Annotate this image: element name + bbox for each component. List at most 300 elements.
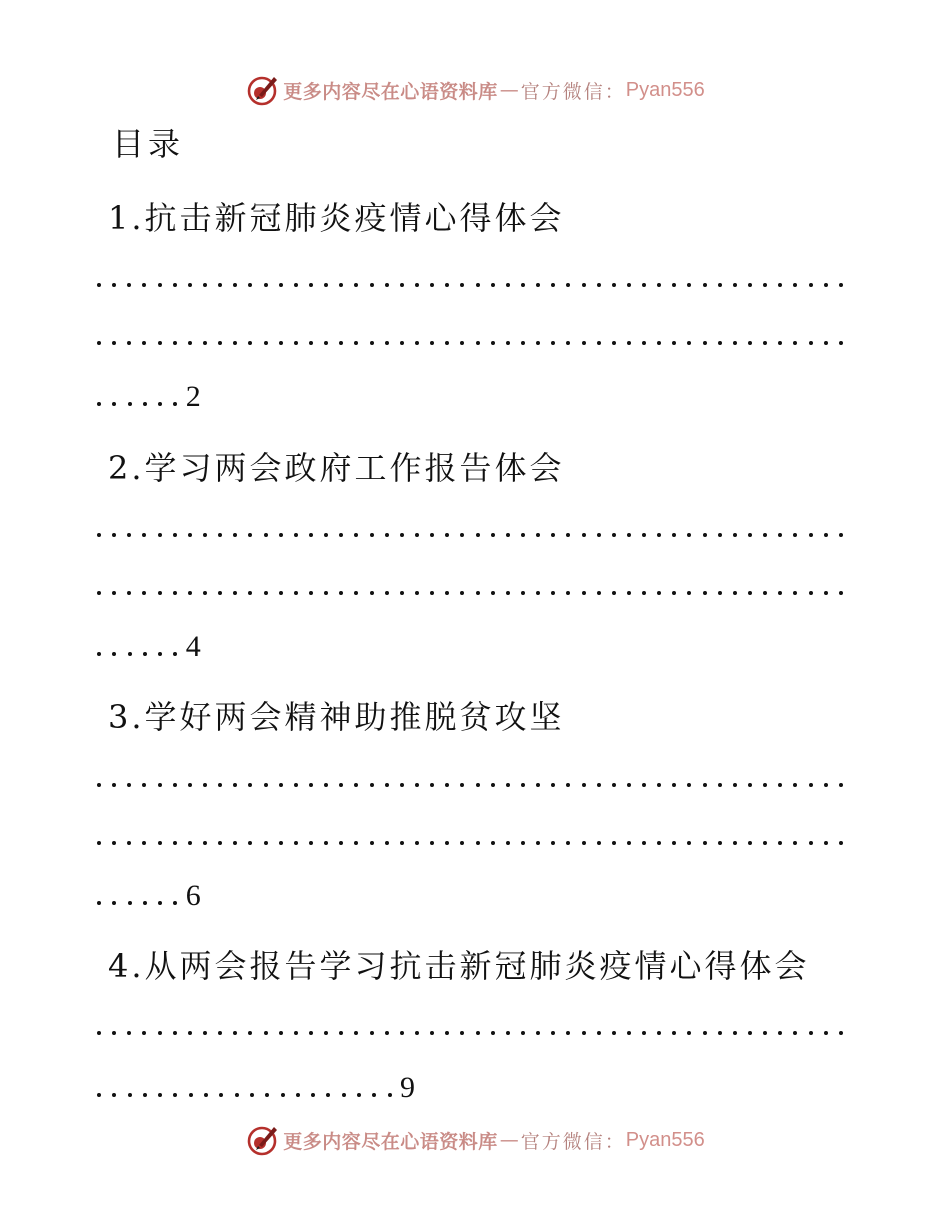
leader-dot <box>536 341 540 345</box>
leader-dot <box>839 1031 843 1035</box>
leader-dot <box>551 1031 555 1035</box>
leader-dot <box>354 341 358 345</box>
leader-dot <box>763 1031 767 1035</box>
leader-dot <box>218 283 222 287</box>
leader-dot <box>809 783 813 787</box>
leader-dot <box>158 402 162 406</box>
banner-dash: — <box>499 1129 519 1151</box>
leader-dot <box>354 841 358 845</box>
toc-entry-4-leader-1 <box>97 1028 843 1038</box>
leader-dot <box>536 533 540 537</box>
leader-dot <box>566 533 570 537</box>
leader-dot <box>445 283 449 287</box>
leader-dot <box>309 1031 313 1035</box>
leader-dot <box>233 533 237 537</box>
leader-dot <box>627 533 631 537</box>
toc-entry-3-title[interactable]: 3.学好两会精神助推脱贫攻坚 <box>108 698 565 736</box>
leader-dot <box>642 1031 646 1035</box>
leader-dot <box>173 283 177 287</box>
leader-dot <box>279 591 283 595</box>
leader-dot <box>627 841 631 845</box>
leader-dot <box>627 1031 631 1035</box>
leader-dot <box>551 283 555 287</box>
leader-dot <box>400 783 404 787</box>
leader-dot <box>824 341 828 345</box>
leader-dot <box>733 533 737 537</box>
leader-dot <box>460 783 464 787</box>
leader-dot <box>793 783 797 787</box>
leader-dot <box>339 1031 343 1035</box>
leader-dot <box>506 341 510 345</box>
leader-dot <box>824 1031 828 1035</box>
leader-dot <box>445 841 449 845</box>
leader-dot <box>748 841 752 845</box>
leader-dot <box>294 341 298 345</box>
leader-dot <box>354 533 358 537</box>
toc-entry-2-leader-3 <box>97 652 189 662</box>
banner-wechat-id: Pyan556 <box>625 78 705 101</box>
leader-dot <box>536 283 540 287</box>
leader-dot <box>235 1093 239 1097</box>
toc-entry-1-page[interactable]: 2 <box>185 380 201 413</box>
leader-dot <box>687 783 691 787</box>
leader-dot <box>158 652 162 656</box>
leader-dot <box>506 533 510 537</box>
leader-dot <box>824 841 828 845</box>
leader-dot <box>127 533 131 537</box>
leader-dot <box>718 1031 722 1035</box>
leader-dot <box>793 341 797 345</box>
leader-dot <box>204 1093 208 1097</box>
leader-dot <box>127 841 131 845</box>
leader-dot <box>824 783 828 787</box>
leader-dot <box>128 901 132 905</box>
leader-dot <box>203 341 207 345</box>
leader-dot <box>265 1093 269 1097</box>
leader-dot <box>642 341 646 345</box>
leader-dot <box>354 591 358 595</box>
toc-entry-1-leader-2 <box>97 338 843 348</box>
leader-dot <box>128 402 132 406</box>
leader-dot <box>430 591 434 595</box>
leader-dot <box>188 783 192 787</box>
leader-dot <box>354 283 358 287</box>
leader-dot <box>582 283 586 287</box>
leader-dot <box>597 283 601 287</box>
leader-dot <box>672 341 676 345</box>
leader-dot <box>370 783 374 787</box>
leader-dot <box>536 783 540 787</box>
toc-entry-2-page[interactable]: 4 <box>185 630 201 663</box>
leader-dot <box>400 841 404 845</box>
leader-dot <box>127 283 131 287</box>
leader-dot <box>793 283 797 287</box>
leader-dot <box>188 1031 192 1035</box>
leader-dot <box>112 841 116 845</box>
leader-dot <box>142 533 146 537</box>
leader-dot <box>324 341 328 345</box>
leader-dot <box>250 1093 254 1097</box>
leader-dot <box>112 1093 116 1097</box>
leader-dot <box>143 402 147 406</box>
leader-dot <box>385 1031 389 1035</box>
leader-dot <box>839 341 843 345</box>
toc-entry-3-leader-2 <box>97 838 843 848</box>
leader-dot <box>203 1031 207 1035</box>
leader-dot <box>188 841 192 845</box>
leader-dot <box>793 1031 797 1035</box>
leader-dot <box>112 402 116 406</box>
leader-dot <box>324 783 328 787</box>
leader-dot <box>143 901 147 905</box>
leader-dot <box>370 1031 374 1035</box>
leader-dot <box>536 591 540 595</box>
leader-dot <box>142 841 146 845</box>
leader-dot <box>248 783 252 787</box>
leader-dot <box>521 341 525 345</box>
leader-dot <box>809 533 813 537</box>
leader-dot <box>491 841 495 845</box>
banner-text: 更多内容尽在心语资料库 <box>283 1130 498 1153</box>
leader-dot <box>582 591 586 595</box>
leader-dot <box>612 1031 616 1035</box>
leader-dot <box>445 533 449 537</box>
leader-dot <box>566 841 570 845</box>
leader-dot <box>642 283 646 287</box>
leader-dot <box>430 841 434 845</box>
leader-dot <box>173 1093 177 1097</box>
leader-dot <box>748 283 752 287</box>
leader-dot <box>430 283 434 287</box>
leader-dot <box>309 283 313 287</box>
leader-dot <box>158 533 162 537</box>
leader-dot <box>445 1031 449 1035</box>
toc-entry-2-leader-1 <box>97 530 843 540</box>
leader-dot <box>763 591 767 595</box>
leader-dot <box>97 1031 101 1035</box>
leader-dot <box>672 1031 676 1035</box>
leader-dot <box>460 533 464 537</box>
leader-dot <box>415 533 419 537</box>
leader-dot <box>173 533 177 537</box>
leader-dot <box>248 1031 252 1035</box>
leader-dot <box>112 1031 116 1035</box>
leader-dot <box>824 533 828 537</box>
leader-dot <box>521 783 525 787</box>
leader-dot <box>342 1093 346 1097</box>
leader-dot <box>582 341 586 345</box>
leader-dot <box>279 533 283 537</box>
leader-dot <box>143 1093 147 1097</box>
leader-dot <box>809 341 813 345</box>
leader-dot <box>612 783 616 787</box>
leader-dot <box>415 341 419 345</box>
leader-dot <box>506 783 510 787</box>
leader-dot <box>385 283 389 287</box>
leader-dot <box>839 841 843 845</box>
leader-dot <box>763 283 767 287</box>
leader-dot <box>839 283 843 287</box>
leader-dot <box>248 533 252 537</box>
leader-dot <box>521 533 525 537</box>
leader-dot <box>97 1093 101 1097</box>
leader-dot <box>248 591 252 595</box>
leader-dot <box>324 591 328 595</box>
leader-dot <box>642 783 646 787</box>
leader-dot <box>672 533 676 537</box>
leader-dot <box>142 591 146 595</box>
leader-dot <box>566 341 570 345</box>
leader-dot <box>97 341 101 345</box>
leader-dot <box>430 1031 434 1035</box>
leader-dot <box>642 841 646 845</box>
leader-dot <box>476 533 480 537</box>
header-banner <box>0 68 950 112</box>
leader-dot <box>703 591 707 595</box>
leader-dot <box>309 533 313 537</box>
leader-dot <box>218 1031 222 1035</box>
leader-dot <box>279 841 283 845</box>
leader-dot <box>385 841 389 845</box>
leader-dot <box>294 1031 298 1035</box>
leader-dot <box>264 783 268 787</box>
pen-logo-icon <box>245 1123 279 1157</box>
leader-dot <box>778 533 782 537</box>
leader-dot <box>400 1031 404 1035</box>
leader-dot <box>687 591 691 595</box>
leader-dot <box>203 841 207 845</box>
leader-dot <box>551 341 555 345</box>
leader-dot <box>612 341 616 345</box>
leader-dot <box>703 841 707 845</box>
leader-dot <box>112 283 116 287</box>
pen-logo-icon <box>245 73 279 107</box>
leader-dot <box>460 283 464 287</box>
leader-dot <box>370 591 374 595</box>
banner-text: 更多内容尽在心语资料库 <box>283 80 498 103</box>
leader-dot <box>188 591 192 595</box>
leader-dot <box>279 341 283 345</box>
banner-dash: — <box>499 79 519 101</box>
leader-dot <box>597 783 601 787</box>
leader-dot <box>143 652 147 656</box>
leader-dot <box>97 283 101 287</box>
leader-dot <box>97 652 101 656</box>
leader-dot <box>703 783 707 787</box>
leader-dot <box>521 841 525 845</box>
leader-dot <box>824 283 828 287</box>
leader-dot <box>627 591 631 595</box>
leader-dot <box>672 591 676 595</box>
leader-dot <box>506 283 510 287</box>
leader-dot <box>687 841 691 845</box>
leader-dot <box>445 341 449 345</box>
banner-official-label: 官方微信： <box>520 1130 626 1153</box>
leader-dot <box>370 283 374 287</box>
leader-dot <box>173 1031 177 1035</box>
leader-dot <box>370 533 374 537</box>
leader-dot <box>748 341 752 345</box>
leader-dot <box>809 1031 813 1035</box>
leader-dot <box>357 1093 361 1097</box>
leader-dot <box>506 591 510 595</box>
leader-dot <box>460 841 464 845</box>
leader-dot <box>657 533 661 537</box>
leader-dot <box>142 783 146 787</box>
leader-dot <box>324 533 328 537</box>
leader-dot <box>809 591 813 595</box>
leader-dot <box>400 533 404 537</box>
leader-dot <box>264 533 268 537</box>
leader-dot <box>324 283 328 287</box>
leader-dot <box>128 1093 132 1097</box>
leader-dot <box>460 1031 464 1035</box>
leader-dot <box>142 283 146 287</box>
leader-dot <box>460 341 464 345</box>
leader-dot <box>233 841 237 845</box>
leader-dot <box>385 533 389 537</box>
leader-dot <box>612 841 616 845</box>
leader-dot <box>733 1031 737 1035</box>
leader-dot <box>218 783 222 787</box>
leader-dot <box>127 341 131 345</box>
leader-dot <box>296 1093 300 1097</box>
leader-dot <box>385 783 389 787</box>
leader-dot <box>112 591 116 595</box>
leader-dot <box>476 783 480 787</box>
leader-dot <box>763 341 767 345</box>
leader-dot <box>597 341 601 345</box>
leader-dot <box>294 591 298 595</box>
leader-dot <box>718 591 722 595</box>
leader-dot <box>748 1031 752 1035</box>
leader-dot <box>597 1031 601 1035</box>
leader-dot <box>733 283 737 287</box>
leader-dot <box>491 533 495 537</box>
toc-entry-3-page[interactable]: 6 <box>185 879 201 912</box>
leader-dot <box>188 533 192 537</box>
leader-dot <box>672 283 676 287</box>
leader-dot <box>491 341 495 345</box>
leader-dot <box>324 841 328 845</box>
leader-dot <box>248 841 252 845</box>
leader-dot <box>218 591 222 595</box>
leader-dot <box>551 533 555 537</box>
leader-dot <box>824 591 828 595</box>
leader-dot <box>294 533 298 537</box>
toc-entry-3-page-line <box>97 871 201 911</box>
leader-dot <box>627 283 631 287</box>
leader-dot <box>309 841 313 845</box>
leader-dot <box>415 841 419 845</box>
leader-dot <box>476 591 480 595</box>
leader-dot <box>703 341 707 345</box>
leader-dot <box>233 1031 237 1035</box>
leader-dot <box>687 1031 691 1035</box>
toc-entry-3-leader-3 <box>97 901 189 911</box>
leader-dot <box>400 283 404 287</box>
leader-dot <box>188 283 192 287</box>
leader-dot <box>551 841 555 845</box>
leader-dot <box>97 533 101 537</box>
leader-dot <box>112 783 116 787</box>
leader-dot <box>476 283 480 287</box>
toc-entry-2-title[interactable]: 2.学习两会政府工作报告体会 <box>108 449 565 487</box>
leader-dot <box>551 783 555 787</box>
leader-dot <box>718 341 722 345</box>
leader-dot <box>158 783 162 787</box>
leader-dot <box>158 1093 162 1097</box>
leader-dot <box>703 533 707 537</box>
leader-dot <box>748 783 752 787</box>
leader-dot <box>127 783 131 787</box>
toc-entry-4-leader-2 <box>97 1093 403 1103</box>
leader-dot <box>309 591 313 595</box>
leader-dot <box>128 652 132 656</box>
toc-entry-4-page[interactable]: 9 <box>399 1071 415 1104</box>
toc-entry-1-page-line <box>97 372 201 412</box>
leader-dot <box>233 783 237 787</box>
toc-entry-3-leader-1 <box>97 780 843 790</box>
leader-dot <box>718 533 722 537</box>
leader-dot <box>657 841 661 845</box>
leader-dot <box>703 283 707 287</box>
leader-dot <box>687 533 691 537</box>
leader-dot <box>203 591 207 595</box>
leader-dot <box>778 341 782 345</box>
toc-entry-1-title[interactable]: 1.抗击新冠肺炎疫情心得体会 <box>108 199 565 237</box>
footer-banner <box>0 1118 950 1162</box>
leader-dot <box>718 283 722 287</box>
leader-dot <box>294 783 298 787</box>
leader-dot <box>793 841 797 845</box>
leader-dot <box>173 341 177 345</box>
leader-dot <box>491 591 495 595</box>
leader-dot <box>566 283 570 287</box>
leader-dot <box>279 1031 283 1035</box>
toc-entry-4-title[interactable]: 4.从两会报告学习抗击新冠肺炎疫情心得体会 <box>108 947 810 985</box>
leader-dot <box>264 591 268 595</box>
leader-dot <box>372 1093 376 1097</box>
leader-dot <box>415 1031 419 1035</box>
leader-dot <box>551 591 555 595</box>
leader-dot <box>158 1031 162 1035</box>
leader-dot <box>657 783 661 787</box>
leader-dot <box>430 533 434 537</box>
leader-dot <box>566 783 570 787</box>
leader-dot <box>173 402 177 406</box>
leader-dot <box>491 1031 495 1035</box>
leader-dot <box>793 533 797 537</box>
leader-dot <box>264 341 268 345</box>
leader-dot <box>203 533 207 537</box>
leader-dot <box>97 591 101 595</box>
leader-dot <box>281 1093 285 1097</box>
leader-dot <box>672 841 676 845</box>
leader-dot <box>97 402 101 406</box>
leader-dot <box>97 901 101 905</box>
leader-dot <box>127 591 131 595</box>
leader-dot <box>445 591 449 595</box>
leader-dot <box>627 783 631 787</box>
leader-dot <box>189 1093 193 1097</box>
leader-dot <box>642 533 646 537</box>
leader-dot <box>188 341 192 345</box>
leader-dot <box>687 283 691 287</box>
leader-dot <box>642 591 646 595</box>
leader-dot <box>718 783 722 787</box>
leader-dot <box>612 533 616 537</box>
